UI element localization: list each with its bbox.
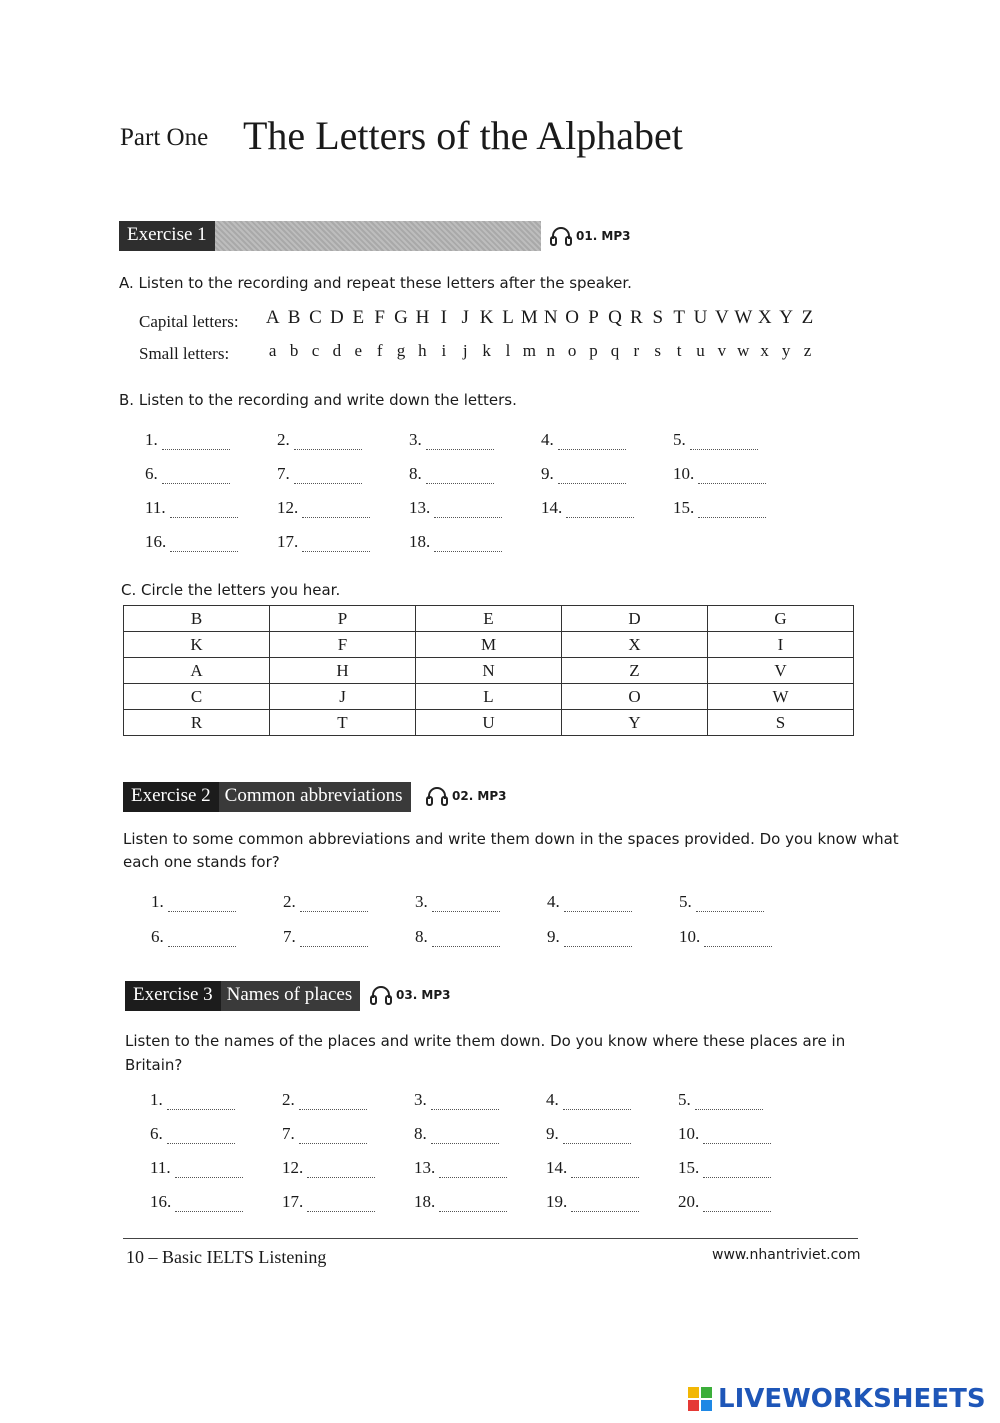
- headphones-icon: [550, 226, 572, 246]
- section-b-answer-blank[interactable]: [434, 503, 502, 518]
- liveworksheets-logo: [688, 1384, 986, 1414]
- capital-letter: Y: [779, 307, 793, 328]
- headphones-icon: [426, 786, 448, 806]
- small-letter: v: [717, 341, 727, 360]
- exercise-3-number: 7.: [282, 1124, 295, 1143]
- small-letter: h: [418, 341, 427, 360]
- section-b-answer-blank[interactable]: [294, 435, 362, 450]
- exercise-3-number: 18.: [414, 1192, 436, 1211]
- exercise-3-number: 20.: [678, 1192, 700, 1211]
- exercise-3-number: 4.: [546, 1090, 559, 1109]
- small-letters-row: [262, 341, 818, 361]
- capital-letter: M: [520, 307, 538, 328]
- capital-letter: P: [588, 307, 599, 328]
- exercise-3-number: 9.: [546, 1124, 559, 1143]
- section-b-item: [541, 464, 626, 484]
- section-b-answer-blank[interactable]: [162, 435, 230, 450]
- capital-letter: Q: [608, 307, 622, 328]
- small-letter: c: [311, 341, 320, 360]
- capital-letter: T: [673, 307, 685, 328]
- exercise-3-answer-blank[interactable]: [703, 1197, 771, 1212]
- section-b-item: [277, 464, 362, 484]
- exercise-2-answer-blank[interactable]: [300, 932, 368, 947]
- liveworksheets-wordmark: LIVEWORKSHEETS: [718, 1384, 986, 1414]
- exercise-3-number: 12.: [282, 1158, 304, 1177]
- exercise-3-number: 14.: [546, 1158, 568, 1177]
- exercise-3-item: [546, 1090, 631, 1110]
- exercise-3-answer-blank[interactable]: [703, 1129, 771, 1144]
- exercise-2-number: 4.: [547, 892, 560, 911]
- exercise-3-item: [150, 1158, 243, 1178]
- exercise-2-number: 9.: [547, 927, 560, 946]
- section-b-item: [541, 430, 626, 450]
- small-letter: i: [441, 341, 447, 360]
- exercise-2-item: [415, 927, 500, 947]
- exercise-2-number: 6.: [151, 927, 164, 946]
- capital-letter: E: [352, 307, 365, 328]
- table-row: [124, 710, 854, 736]
- exercise-2-number: 2.: [283, 892, 296, 911]
- section-b-item: [277, 498, 370, 518]
- part-label: Part One: [120, 124, 209, 151]
- exercise-2-answer-blank[interactable]: [704, 932, 772, 947]
- table-row: [124, 606, 854, 632]
- small-letter: r: [633, 341, 640, 360]
- exercise-3-number: 3.: [414, 1090, 427, 1109]
- capital-letter: V: [715, 307, 729, 328]
- exercise-3-number: 19.: [546, 1192, 568, 1211]
- letter-cell[interactable]: P: [270, 606, 416, 632]
- section-b-item: [145, 430, 230, 450]
- exercise-3-item: [282, 1090, 367, 1110]
- section-b-number: 12.: [277, 498, 299, 517]
- audio-01-label: 01. MP3: [576, 229, 631, 243]
- exercise-3-number: 15.: [678, 1158, 700, 1177]
- capital-letter: K: [479, 307, 494, 328]
- small-letter: d: [332, 341, 342, 360]
- exercise-2-answer-blank[interactable]: [168, 897, 236, 912]
- capital-letter: L: [502, 307, 514, 328]
- section-b-item: [673, 464, 766, 484]
- section-b-answer-blank[interactable]: [558, 435, 626, 450]
- small-letter: u: [696, 341, 705, 360]
- exercise-3-number: 16.: [150, 1192, 172, 1211]
- section-b-item: [409, 430, 494, 450]
- exercise-1-topic-faded: [215, 221, 541, 251]
- circle-letters-table: [123, 605, 854, 736]
- letter-cell[interactable]: C: [124, 684, 270, 710]
- exercise-3-answer-blank[interactable]: [167, 1129, 235, 1144]
- capital-letter: H: [415, 307, 430, 328]
- capital-letter: U: [693, 307, 708, 328]
- section-b-item: [409, 498, 502, 518]
- letter-cell[interactable]: X: [562, 632, 708, 658]
- exercise-3-item: [546, 1124, 631, 1144]
- exercise-3-answer-blank[interactable]: [299, 1095, 367, 1110]
- section-b-item: [673, 498, 766, 518]
- letter-cell[interactable]: F: [270, 632, 416, 658]
- section-b-answer-blank[interactable]: [698, 469, 766, 484]
- capital-letter: O: [565, 307, 580, 328]
- exercise-3-answer-blank[interactable]: [563, 1095, 631, 1110]
- small-letter: x: [760, 341, 769, 360]
- table-row: [124, 684, 854, 710]
- letter-cell[interactable]: T: [270, 710, 416, 736]
- section-b-instruction: B. Listen to the recording and write down the letters.: [119, 391, 517, 409]
- small-letter: s: [654, 341, 662, 360]
- capital-letter: Z: [801, 307, 814, 328]
- letter-cell[interactable]: H: [270, 658, 416, 684]
- exercise-3-badge: [125, 981, 360, 1011]
- section-b-answer-blank[interactable]: [426, 435, 494, 450]
- letter-cell[interactable]: W: [708, 684, 854, 710]
- capital-letter: B: [287, 307, 301, 328]
- small-letters-label: Small letters:: [139, 344, 230, 363]
- exercise-3-item: [678, 1124, 771, 1144]
- exercise-3-instruction-line-1: Listen to the names of the places and write them down. Do you know where these places are in: [125, 1032, 846, 1050]
- exercise-3-number: 1.: [150, 1090, 163, 1109]
- capital-letter: G: [394, 307, 408, 328]
- exercise-1-badge: [119, 221, 541, 251]
- capital-letters-label: Capital letters:: [139, 312, 239, 331]
- exercise-3-answer-blank[interactable]: [307, 1197, 375, 1212]
- exercise-3-number: 10.: [678, 1124, 700, 1143]
- capital-letter: S: [652, 307, 664, 328]
- footer-rule: [123, 1238, 858, 1239]
- exercise-2-instruction-line-2: each one stands for?: [123, 853, 280, 871]
- exercise-3-item: [414, 1124, 499, 1144]
- capital-letter: W: [734, 307, 753, 328]
- page-title: The Letters of the Alphabet: [243, 113, 683, 158]
- audio-03[interactable]: [370, 985, 451, 1005]
- exercise-2-number: 5.: [679, 892, 692, 911]
- section-b-answer-blank[interactable]: [162, 469, 230, 484]
- small-letter: e: [354, 341, 363, 360]
- section-b-number: 8.: [409, 464, 422, 483]
- audio-02[interactable]: [426, 786, 507, 806]
- section-b-item: [145, 464, 230, 484]
- exercise-3-item: [282, 1192, 375, 1212]
- small-letter: m: [522, 341, 536, 360]
- section-b-number: 15.: [673, 498, 695, 517]
- exercise-3-item: [414, 1090, 499, 1110]
- letter-cell[interactable]: M: [416, 632, 562, 658]
- section-b-item: [409, 532, 502, 552]
- letter-cell[interactable]: E: [416, 606, 562, 632]
- small-letter: f: [376, 341, 383, 360]
- letter-cell[interactable]: G: [708, 606, 854, 632]
- exercise-3-item: [150, 1192, 243, 1212]
- section-b-item: [673, 430, 758, 450]
- letter-cell[interactable]: A: [124, 658, 270, 684]
- section-b-item: [145, 498, 238, 518]
- section-b-answer-blank[interactable]: [558, 469, 626, 484]
- small-letter: k: [482, 341, 491, 360]
- audio-02-label: 02. MP3: [452, 789, 507, 803]
- exercise-3-number: 5.: [678, 1090, 691, 1109]
- exercise-3-item: [282, 1124, 367, 1144]
- exercise-2-item: [283, 892, 368, 912]
- capital-letter: R: [629, 307, 643, 328]
- small-letter: j: [462, 341, 468, 360]
- section-b-answer-blank[interactable]: [302, 537, 370, 552]
- exercise-3-answer-blank[interactable]: [431, 1095, 499, 1110]
- exercise-3-answer-blank[interactable]: [695, 1095, 763, 1110]
- letter-cell[interactable]: J: [270, 684, 416, 710]
- exercise-3-item: [150, 1090, 235, 1110]
- exercise-3-item: [546, 1192, 639, 1212]
- section-b-number: 16.: [145, 532, 167, 551]
- exercise-3-instruction-line-2: Britain?: [125, 1056, 183, 1074]
- section-b-number: 1.: [145, 430, 158, 449]
- exercise-2-answer-blank[interactable]: [168, 932, 236, 947]
- section-b-number: 7.: [277, 464, 290, 483]
- exercise-1-label: Exercise 1: [119, 221, 215, 251]
- exercise-3-answer-blank[interactable]: [431, 1129, 499, 1144]
- section-b-number: 3.: [409, 430, 422, 449]
- section-b-number: 10.: [673, 464, 695, 483]
- exercise-3-answer-blank[interactable]: [307, 1163, 375, 1178]
- exercise-2-item: [679, 892, 764, 912]
- footer-website[interactable]: www.nhantriviet.com: [712, 1247, 861, 1263]
- section-b-answer-blank[interactable]: [434, 537, 502, 552]
- section-b-number: 13.: [409, 498, 431, 517]
- capital-letter: D: [330, 307, 344, 328]
- audio-01[interactable]: [550, 226, 631, 246]
- section-b-item: [145, 532, 238, 552]
- exercise-3-item: [414, 1158, 507, 1178]
- exercise-3-number: 8.: [414, 1124, 427, 1143]
- small-letter: p: [589, 341, 598, 360]
- small-letter: y: [781, 341, 791, 360]
- exercise-2-label: Exercise 2: [123, 782, 219, 812]
- section-b-answer-blank[interactable]: [294, 469, 362, 484]
- section-b-answer-blank[interactable]: [170, 503, 238, 518]
- exercise-3-answer-blank[interactable]: [563, 1129, 631, 1144]
- section-b-answer-blank[interactable]: [170, 537, 238, 552]
- section-b-answer-blank[interactable]: [698, 503, 766, 518]
- capital-letter: X: [757, 307, 772, 328]
- section-b-number: 17.: [277, 532, 299, 551]
- capital-letter: A: [265, 307, 280, 328]
- small-letter: g: [396, 341, 406, 360]
- exercise-2-answer-blank[interactable]: [564, 897, 632, 912]
- letter-cell[interactable]: Z: [562, 658, 708, 684]
- exercise-3-answer-blank[interactable]: [571, 1197, 639, 1212]
- exercise-3-number: 6.: [150, 1124, 163, 1143]
- exercise-3-answer-blank[interactable]: [571, 1163, 639, 1178]
- capital-letter: N: [543, 307, 558, 328]
- exercise-2-number: 3.: [415, 892, 428, 911]
- exercise-2-number: 7.: [283, 927, 296, 946]
- section-b-number: 6.: [145, 464, 158, 483]
- footer-page-label: 10 – Basic IELTS Listening: [126, 1247, 327, 1267]
- letter-cell[interactable]: D: [562, 606, 708, 632]
- section-b-number: 5.: [673, 430, 686, 449]
- exercise-3-item: [678, 1192, 771, 1212]
- section-b-answer-blank[interactable]: [302, 503, 370, 518]
- small-letter: b: [289, 341, 299, 360]
- exercise-3-item: [150, 1124, 235, 1144]
- small-letter: o: [567, 341, 577, 360]
- exercise-2-instruction-line-1: Listen to some common abbreviations and write them down in the spaces provided. Do you know what: [123, 830, 899, 848]
- letter-cell[interactable]: B: [124, 606, 270, 632]
- exercise-3-answer-blank[interactable]: [167, 1095, 235, 1110]
- letter-cell[interactable]: K: [124, 632, 270, 658]
- exercise-3-answer-blank[interactable]: [439, 1163, 507, 1178]
- section-a-instruction: A. Listen to the recording and repeat these letters after the speaker.: [119, 274, 632, 292]
- exercise-3-number: 11.: [150, 1158, 171, 1177]
- letter-cell[interactable]: V: [708, 658, 854, 684]
- small-letter: l: [505, 341, 511, 360]
- exercise-3-answer-blank[interactable]: [703, 1163, 771, 1178]
- exercise-3-item: [414, 1192, 507, 1212]
- exercise-2-number: 10.: [679, 927, 701, 946]
- exercise-3-number: 2.: [282, 1090, 295, 1109]
- capital-letter: J: [461, 307, 469, 328]
- exercise-3-label: Exercise 3: [125, 981, 221, 1011]
- section-b-number: 11.: [145, 498, 166, 517]
- exercise-3-answer-blank[interactable]: [175, 1163, 243, 1178]
- exercise-2-item: [283, 927, 368, 947]
- exercise-3-number: 13.: [414, 1158, 436, 1177]
- exercise-2-answer-blank[interactable]: [696, 897, 764, 912]
- small-letter: w: [737, 341, 750, 360]
- letter-cell[interactable]: Y: [562, 710, 708, 736]
- exercise-3-item: [546, 1158, 639, 1178]
- exercise-2-answer-blank[interactable]: [432, 897, 500, 912]
- letter-cell[interactable]: I: [708, 632, 854, 658]
- section-b-item: [541, 498, 634, 518]
- exercise-3-topic: Names of places: [221, 981, 361, 1011]
- exercise-2-answer-blank[interactable]: [564, 932, 632, 947]
- letter-cell[interactable]: N: [416, 658, 562, 684]
- exercise-3-item: [678, 1090, 763, 1110]
- capital-letter: C: [309, 307, 322, 328]
- letter-cell[interactable]: S: [708, 710, 854, 736]
- exercise-3-answer-blank[interactable]: [299, 1129, 367, 1144]
- table-row: [124, 632, 854, 658]
- small-letter: n: [546, 341, 556, 360]
- capital-letter: I: [440, 307, 447, 328]
- exercise-2-number: 8.: [415, 927, 428, 946]
- small-letter: a: [268, 341, 277, 360]
- section-c-instruction: C. Circle the letters you hear.: [121, 581, 341, 599]
- small-letter: z: [803, 341, 812, 360]
- exercise-2-item: [151, 927, 236, 947]
- exercise-2-item: [151, 892, 236, 912]
- exercise-2-item: [415, 892, 500, 912]
- section-b-number: 18.: [409, 532, 431, 551]
- exercise-3-item: [678, 1158, 771, 1178]
- capital-letters-row: [262, 307, 818, 329]
- small-letter: q: [610, 341, 620, 360]
- exercise-2-item: [547, 927, 632, 947]
- letter-cell[interactable]: O: [562, 684, 708, 710]
- exercise-3-answer-blank[interactable]: [175, 1197, 243, 1212]
- section-b-answer-blank[interactable]: [690, 435, 758, 450]
- letter-cell[interactable]: U: [416, 710, 562, 736]
- section-b-number: 9.: [541, 464, 554, 483]
- section-b-answer-blank[interactable]: [566, 503, 634, 518]
- exercise-2-item: [679, 927, 772, 947]
- exercise-2-answer-blank[interactable]: [300, 897, 368, 912]
- audio-03-label: 03. MP3: [396, 988, 451, 1002]
- section-b-item: [277, 532, 370, 552]
- section-b-item: [277, 430, 362, 450]
- exercise-2-item: [547, 892, 632, 912]
- section-b-number: 14.: [541, 498, 563, 517]
- capital-letter: F: [374, 307, 385, 328]
- exercise-2-answer-blank[interactable]: [432, 932, 500, 947]
- section-b-number: 4.: [541, 430, 554, 449]
- exercise-3-item: [282, 1158, 375, 1178]
- section-b-item: [409, 464, 494, 484]
- exercise-2-topic: Common abbreviations: [219, 782, 411, 812]
- headphones-icon: [370, 985, 392, 1005]
- section-b-number: 2.: [277, 430, 290, 449]
- letter-cell[interactable]: R: [124, 710, 270, 736]
- exercise-2-number: 1.: [151, 892, 164, 911]
- letter-cell[interactable]: L: [416, 684, 562, 710]
- table-row: [124, 658, 854, 684]
- section-b-answer-blank[interactable]: [426, 469, 494, 484]
- small-letter: t: [676, 341, 682, 360]
- exercise-2-badge: [123, 782, 411, 812]
- exercise-3-number: 17.: [282, 1192, 304, 1211]
- liveworksheets-mark-icon: [688, 1387, 712, 1411]
- exercise-3-answer-blank[interactable]: [439, 1197, 507, 1212]
